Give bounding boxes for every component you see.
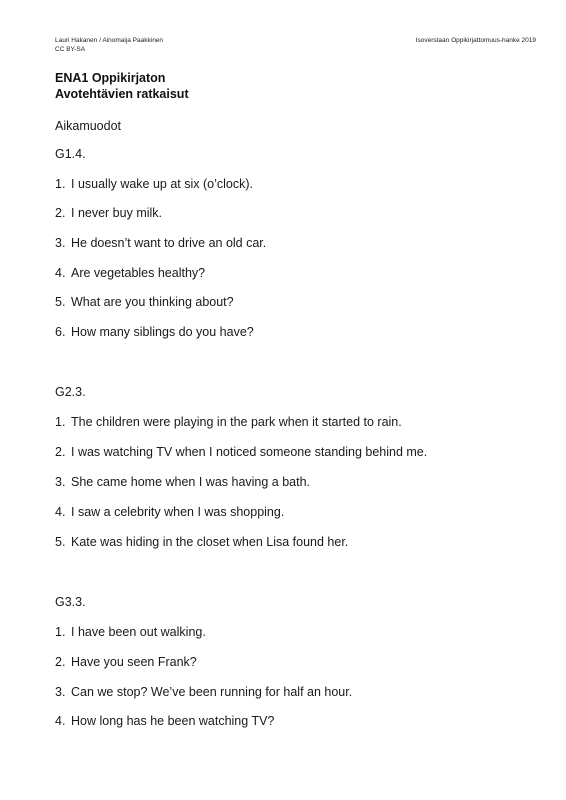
item-number: 3. bbox=[55, 475, 66, 489]
item-text: She came home when I was having a bath. bbox=[71, 475, 311, 489]
list-item bbox=[55, 624, 206, 640]
item-number: 5. bbox=[55, 535, 66, 549]
item-number: 4. bbox=[55, 714, 66, 728]
item-text: Are vegetables healthy? bbox=[71, 266, 206, 280]
list-item bbox=[55, 235, 266, 251]
item-number: 1. bbox=[55, 177, 66, 191]
item-text: How many siblings do you have? bbox=[71, 325, 254, 339]
list-item bbox=[55, 414, 402, 430]
list-item bbox=[55, 324, 254, 340]
item-number: 5. bbox=[55, 295, 66, 309]
section-label: G1.4. bbox=[55, 147, 86, 161]
list-item bbox=[55, 176, 253, 192]
list-item bbox=[55, 504, 284, 520]
item-text: I never buy milk. bbox=[71, 206, 163, 220]
authors-text: Lauri Hakanen / Ainomaija Paakkinen bbox=[55, 37, 164, 44]
item-number: 3. bbox=[55, 236, 66, 250]
list-item bbox=[55, 534, 348, 550]
item-number: 1. bbox=[55, 415, 66, 429]
item-number: 1. bbox=[55, 625, 66, 639]
list-item bbox=[55, 265, 205, 281]
title-line-1: ENA1 Oppikirjaton bbox=[55, 71, 166, 85]
item-text: Have you seen Frank? bbox=[71, 655, 197, 669]
list-item bbox=[55, 444, 427, 460]
item-number: 2. bbox=[55, 206, 66, 220]
topic-heading: Aikamuodot bbox=[55, 119, 122, 133]
item-text: Can we stop? We’ve been running for half an hour. bbox=[71, 685, 353, 699]
page-header-right bbox=[416, 36, 536, 45]
item-text: I saw a celebrity when I was shopping. bbox=[71, 505, 285, 519]
item-text: I usually wake up at six (o’clock). bbox=[71, 177, 254, 191]
item-number: 4. bbox=[55, 505, 66, 519]
item-text: Kate was hiding in the closet when Lisa found her. bbox=[71, 535, 349, 549]
item-number: 3. bbox=[55, 685, 66, 699]
list-item bbox=[55, 684, 352, 700]
item-number: 2. bbox=[55, 655, 66, 669]
page-header-left bbox=[55, 36, 163, 54]
section-label: G3.3. bbox=[55, 595, 86, 609]
list-item bbox=[55, 713, 274, 729]
item-text: I have been out walking. bbox=[71, 625, 206, 639]
item-text: What are you thinking about? bbox=[71, 295, 234, 309]
list-item bbox=[55, 205, 162, 221]
list-item bbox=[55, 654, 197, 670]
item-text: The children were playing in the park when it started to rain. bbox=[71, 415, 402, 429]
license-text: CC BY-SA bbox=[55, 46, 86, 53]
list-item bbox=[55, 474, 310, 490]
item-number: 6. bbox=[55, 325, 66, 339]
section-label: G2.3. bbox=[55, 385, 86, 399]
item-text: I was watching TV when I noticed someone standing behind me. bbox=[71, 445, 428, 459]
document-title bbox=[55, 70, 189, 102]
item-text: He doesn’t want to drive an old car. bbox=[71, 236, 267, 250]
title-line-2: Avotehtävien ratkaisut bbox=[55, 87, 189, 101]
item-number: 2. bbox=[55, 445, 66, 459]
item-number: 4. bbox=[55, 266, 66, 280]
list-item bbox=[55, 294, 234, 310]
item-text: How long has he been watching TV? bbox=[71, 714, 275, 728]
project-text: Isoverstaan Oppikirjattomuus-hanke 2019 bbox=[415, 37, 536, 44]
